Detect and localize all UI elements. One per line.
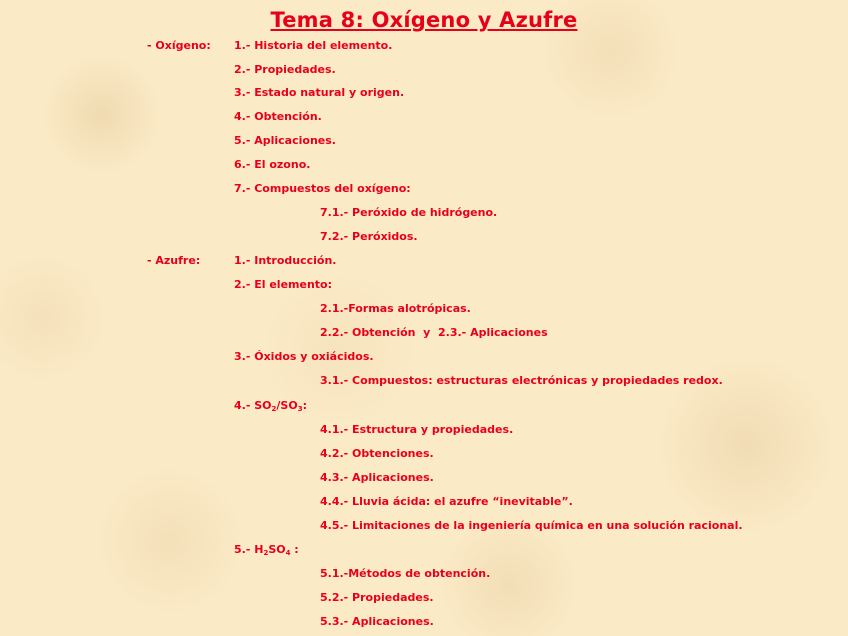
sub-list-item: 7.1.- Peróxido de hidrógeno.	[320, 206, 498, 219]
sub-list-item: 4.5.- Limitaciones de la ingeniería química en una solución racional.	[320, 519, 743, 532]
list-item: 3.- Estado natural y origen.	[234, 86, 405, 99]
section-label-azufre: - Azufre:	[147, 254, 201, 267]
list-item: 6.- El ozono.	[234, 158, 311, 171]
sub-list-item: 4.4.- Lluvia ácida: el azufre “inevitable”.	[320, 495, 573, 508]
list-item: 1.- Historia del elemento.	[234, 39, 393, 52]
sub-list-item: 7.2.- Peróxidos.	[320, 230, 418, 243]
list-item: 5.- Aplicaciones.	[234, 134, 336, 147]
formula-prefix: 4.- SO	[234, 399, 272, 412]
section-label-oxigeno: - Oxígeno:	[147, 39, 211, 52]
sub-list-item: 2.1.-Formas alotrópicas.	[320, 302, 471, 315]
formula-suffix: :	[302, 399, 307, 412]
subscript: 2	[271, 405, 277, 413]
formula-mid: /SO	[276, 399, 298, 412]
sub-list-item: 4.1.- Estructura y propiedades.	[320, 423, 514, 436]
list-item: 2.- Propiedades.	[234, 63, 336, 76]
sub-list-item: 5.1.-Métodos de obtención.	[320, 567, 491, 580]
list-item: 1.- Introducción.	[234, 254, 337, 267]
subscript: 3	[297, 405, 303, 413]
list-item-so2-so3	[234, 399, 307, 413]
list-item-h2so4	[234, 543, 299, 557]
list-item: 2.- El elemento:	[234, 278, 333, 291]
list-item: 4.- Obtención.	[234, 110, 322, 123]
sub-list-item: 5.3.- Aplicaciones.	[320, 615, 434, 628]
list-item: 7.- Compuestos del oxígeno:	[234, 182, 411, 195]
formula-prefix: 5.- H	[234, 543, 264, 556]
sub-list-item: 2.2.- Obtención y 2.3.- Aplicaciones	[320, 326, 548, 339]
formula-suffix: :	[290, 543, 299, 556]
sub-list-item: 5.2.- Propiedades.	[320, 591, 434, 604]
sub-list-item: 3.1.- Compuestos: estructuras electrónicas y propiedades redox.	[320, 374, 723, 387]
subscript: 4	[285, 549, 291, 557]
formula-mid: SO	[268, 543, 286, 556]
sub-list-item: 4.2.- Obtenciones.	[320, 447, 434, 460]
subscript: 2	[263, 549, 269, 557]
list-item: 3.- Óxidos y oxiácidos.	[234, 350, 374, 363]
sub-list-item: 4.3.- Aplicaciones.	[320, 471, 434, 484]
page-title: Tema 8: Oxígeno y Azufre	[270, 8, 578, 32]
